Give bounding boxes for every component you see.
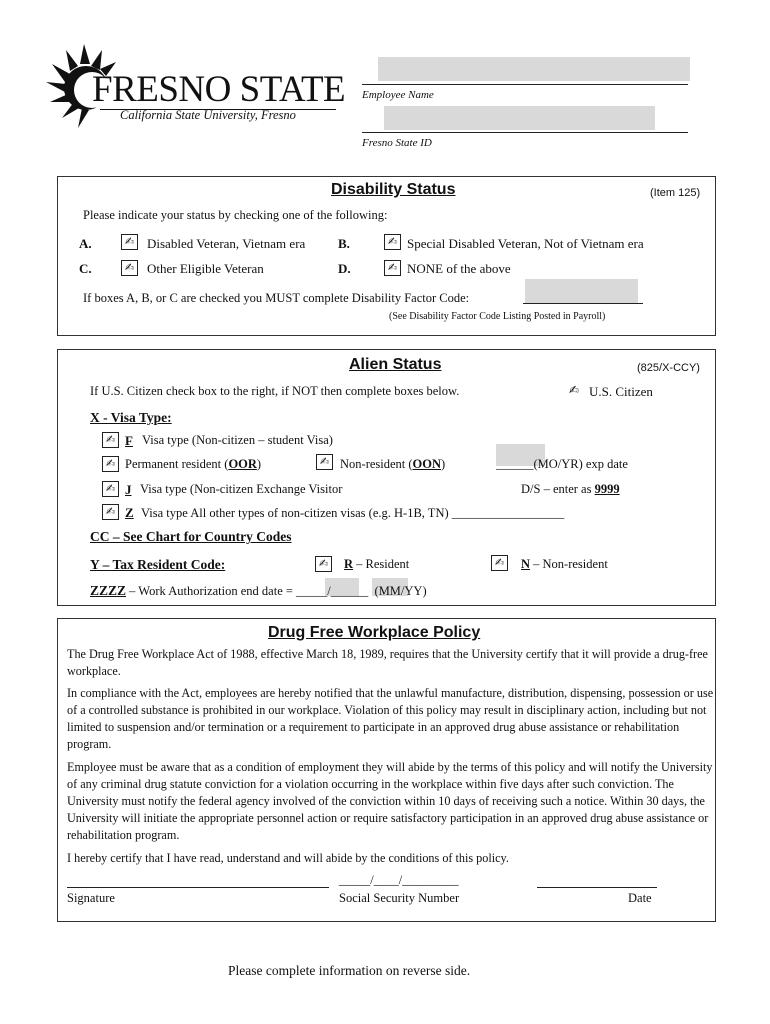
option-b-label: Special Disabled Veteran, Not of Vietnam era	[407, 236, 644, 251]
factor-code-note: (See Disability Factor Code Listing Posted in Payroll)	[389, 311, 606, 322]
ssn-blank[interactable]: _____/____/_________	[339, 873, 459, 887]
work-authorization-label: ZZZZ – Work Authorization end date = _____/______ (MM/YY)	[90, 583, 427, 598]
checkbox-special-disabled-veteran[interactable]: ✍	[384, 234, 401, 250]
resident-label: R – Resident	[344, 557, 410, 571]
checkbox-visa-z[interactable]: ✍	[102, 504, 119, 520]
checkbox-resident[interactable]: ✍	[315, 556, 332, 572]
option-c-label: Other Eligible Veteran	[147, 261, 264, 276]
drug-paragraph-1: The Drug Free Workplace Act of 1988, effective March 18, 1989, requires that the University certify that it will provide a drug-free workplace.	[67, 647, 708, 678]
disability-instructions: Please indicate your status by checking one of the following:	[83, 208, 388, 222]
fresno-state-id-field[interactable]	[384, 106, 655, 130]
drug-paragraph-2: In compliance with the Act, employees are hereby notified that the unlawful manufacture, distribution, dispensing, possession or use of a controlled substance is prohibited in our workplace. Violation of this policy may result in disciplinary action, including but not limited to suspension and/or termination or a requirement to participate in an approved drug abuse assistance or rehabilitation program.	[67, 686, 714, 751]
country-codes-label: CC – See Chart for Country Codes	[90, 529, 292, 544]
ds-label: D/S – enter as 9999	[521, 482, 620, 496]
checkbox-visa-f[interactable]: ✍	[102, 432, 119, 448]
logo-subtitle: California State University, Fresno	[120, 108, 296, 122]
checkbox-visa-j[interactable]: ✍	[102, 481, 119, 497]
checkbox-disabled-veteran[interactable]: ✍	[121, 234, 138, 250]
disability-status-section: Disability Status (Item 125) Please indicate your status by checking one of the following: A. ✍ Disabled Veteran, Vietnam era B. ✍ Special Disabled Veteran, Not of Vietnam era C. ✍ Other Eligible Veteran D. ✍ NONE of the above If boxes A, B, or C are checked you MUST complete Disability Factor Code: (See Disability Factor Code Listing Posted in Payroll)	[57, 176, 716, 336]
date-label: Date	[628, 891, 652, 905]
logo-wordmark: FRESNO STATE	[92, 69, 346, 110]
checkbox-non-resident[interactable]: ✍	[316, 454, 333, 470]
logo	[44, 42, 344, 132]
visa-f-label: Visa type (Non-citizen – student Visa)	[142, 433, 333, 447]
alien-title: Alien Status	[349, 356, 442, 373]
non-resident-tax-label: N – Non-resident	[521, 557, 608, 571]
drug-policy-title: Drug Free Workplace Policy	[268, 624, 481, 641]
checkbox-none-of-above[interactable]: ✍	[384, 260, 401, 276]
permanent-resident-label: Permanent resident (OOR)	[125, 457, 262, 471]
disability-title: Disability Status	[331, 181, 456, 198]
disability-factor-code-field[interactable]	[525, 279, 638, 303]
employee-name-label: Employee Name	[362, 89, 434, 101]
exp-date-label: ______(MO/YR) exp date	[496, 457, 628, 471]
non-resident-label: Non-resident (OON)	[340, 457, 446, 471]
visa-z-label: Visa type All other types of non-citizen visas (e.g. H-1B, TN) __________________	[141, 506, 565, 520]
citizen-instructions: If U.S. Citizen check box to the right, if NOT then complete boxes below.	[90, 384, 460, 398]
drug-paragraph-3: Employee must be aware that as a condition of employment they will abide by the terms of this policy and will notify the University of any criminal drug statute conviction for a violation occurring in the workplace within five days after such conviction. The University must notify the federal agency involved of the conviction within 10 days of receiving such a notice. Within 30 days, the University will initiate the appropriate personnel action or require satisfactory participation in an approved drug abuse assistance or rehabilitation program.	[67, 760, 713, 842]
checkbox-non-resident-tax[interactable]: ✍	[491, 555, 508, 571]
visa-j-label: Visa type (Non-citizen Exchange Visitor	[140, 482, 343, 496]
us-citizen-label: U.S. Citizen	[589, 384, 653, 399]
checkbox-permanent-resident[interactable]: ✍	[102, 456, 119, 472]
employee-name-field[interactable]	[378, 57, 690, 81]
checkbox-other-eligible-veteran[interactable]: ✍	[121, 260, 138, 276]
date-line[interactable]	[537, 887, 657, 888]
drug-certification: I hereby certify that I have read, understand and will abide by the conditions of this policy.	[67, 851, 509, 865]
visa-type-header: X - Visa Type:	[90, 410, 172, 425]
tax-resident-label: Y – Tax Resident Code:	[90, 557, 226, 572]
fresno-state-id-label: Fresno State ID	[362, 137, 432, 149]
signature-label: Signature	[67, 891, 115, 905]
signature-line[interactable]	[67, 887, 329, 888]
footer-note: Please complete information on reverse side.	[228, 963, 471, 978]
checkbox-us-citizen[interactable]: ✍	[569, 383, 580, 397]
option-a-label: Disabled Veteran, Vietnam era	[147, 236, 306, 251]
alien-code: (825/X-CCY)	[637, 362, 700, 374]
disability-item-code: (Item 125)	[650, 187, 701, 199]
factor-code-text: If boxes A, B, or C are checked you MUST complete Disability Factor Code:	[83, 291, 470, 305]
alien-status-section: Alien Status (825/X-CCY) If U.S. Citizen check box to the right, if NOT then complete boxes below. ✍ U.S. Citizen X - Visa Type: ✍ F Visa type (Non-citizen – student Visa) ✍ Permanent resident (OOR) ✍ Non-resident (OON) ______(MO/YR) exp date ✍ J Visa type (Non-citizen Exchange Visitor D/S – enter as 9999 ✍ Z Visa type All other types of non-citizen visas (e.g. H-1B, TN) __________________ CC – See Chart for Country Codes Y – Tax Resident Code: ✍ R – Resident ✍ N – Non-resident ZZZZ – Work Authorization end date = _____/______ (MM/YY)	[57, 349, 716, 606]
ssn-label: Social Security Number	[339, 891, 460, 905]
option-d-label: NONE of the above	[407, 261, 511, 276]
